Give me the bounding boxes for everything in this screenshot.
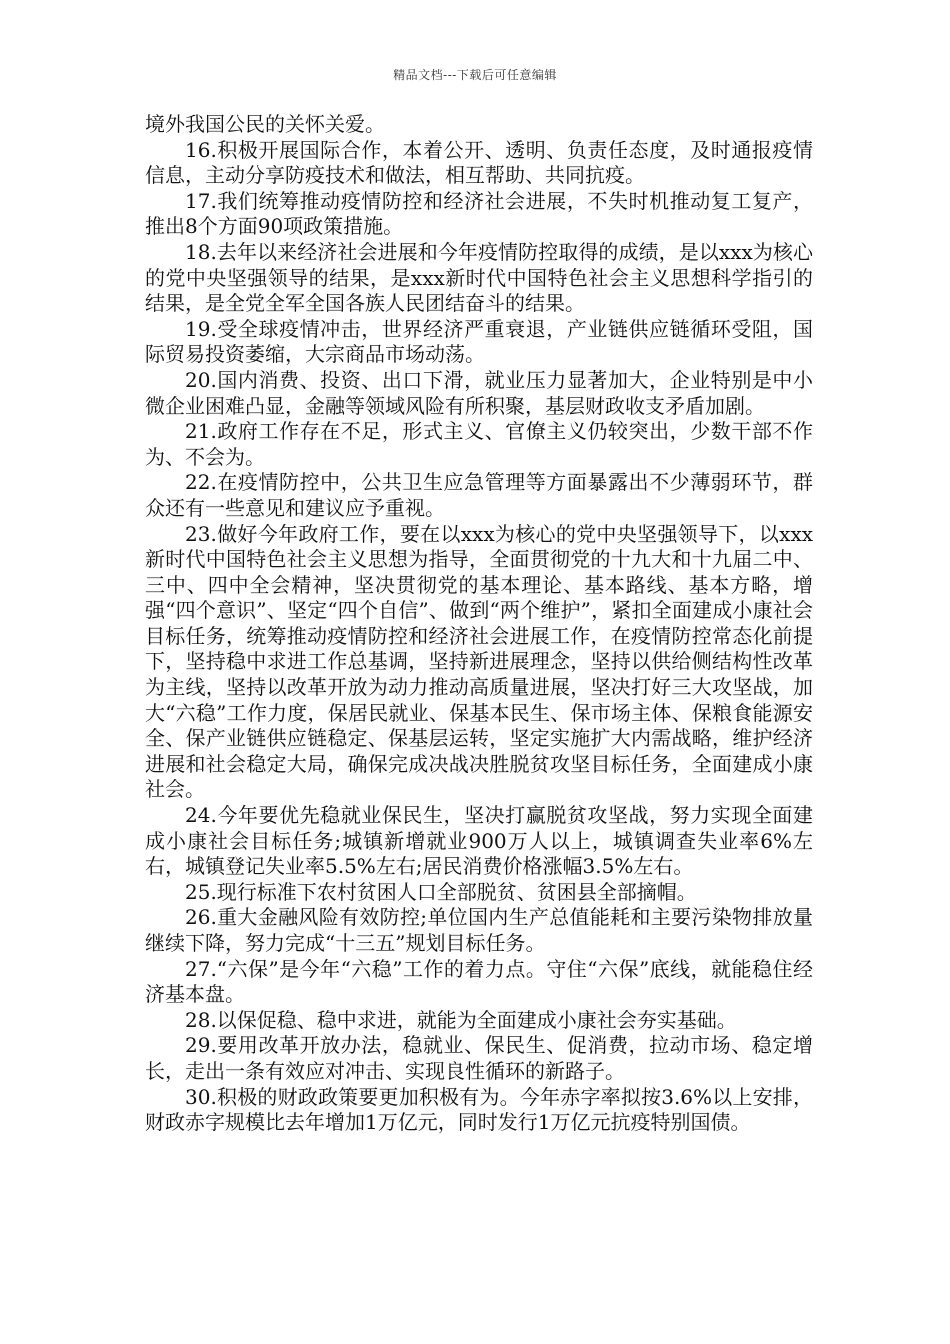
document-body — [145, 112, 813, 1136]
paragraph: 29.要用改革开放办法，稳就业、保民生、促消费，拉动市场、稳定增长，走出一条有效应对冲击、实现良性循环的新路子。 — [145, 1033, 813, 1083]
paragraph: 22.在疫情防控中，公共卫生应急管理等方面暴露出不少薄弱环节，群众还有一些意见和建议应予重视。 — [145, 470, 813, 520]
paragraph: 境外我国公民的关怀关爱。 — [145, 112, 385, 136]
paragraph: 18.去年以来经济社会进展和今年疫情防控取得的成绩，是以xxx为核心的党中央坚强领导的结果，是xxx新时代中国特色社会主义思想科学指引的结果，是全党全军全国各族人民团结奋斗的结果。 — [145, 239, 813, 316]
paragraph: 17.我们统筹推动疫情防控和经济社会进展，不失时机推动复工复产，推出8个方面90项政策措施。 — [145, 188, 813, 239]
paragraph: 21.政府工作存在不足，形式主义、官僚主义仍较突出，少数干部不作为、不会为。 — [145, 419, 813, 469]
paragraph: 20.国内消费、投资、出口下滑，就业压力显著加大，企业特别是中小微企业困难凸显，金融等领域风险有所积聚，基层财政收支矛盾加剧。 — [145, 367, 813, 418]
paragraph: 19.受全球疫情冲击，世界经济严重衰退，产业链供应链循环受阻，国际贸易投资萎缩，大宗商品市场动荡。 — [145, 316, 813, 367]
paragraph: 27.“六保”是今年“六稳”工作的着力点。守住“六保”底线，就能稳住经济基本盘。 — [145, 956, 813, 1007]
paragraph: 25.现行标准下农村贫困人口全部脱贫、贫困县全部摘帽。 — [185, 879, 697, 904]
paragraph: 30.积极的财政政策要更加积极有为。今年赤字率拟按3.6%以上安排，财政赤字规模比去年增加1万亿元，同时发行1万亿元抗疫特别国债。 — [145, 1084, 813, 1135]
paragraph: 28.以保促稳、稳中求进，就能为全面建成小康社会夯实基础。 — [185, 1007, 737, 1032]
page-header: 精品文档---下载后可任意编辑 — [393, 68, 557, 82]
paragraph: 24.今年要优先稳就业保民生，坚决打赢脱贫攻坚战，努力实现全面建成小康社会目标任务;城镇新增就业900万人以上，城镇调查失业率6%左右，城镇登记失业率5.5%左右;居民消费价格涨幅3.5%左右。 — [145, 803, 813, 879]
paragraph: 26.重大金融风险有效防控;单位国内生产总值能耗和主要污染物排放量继续下降，努力完成“十三五”规划目标任务。 — [145, 905, 813, 955]
paragraph: 23.做好今年政府工作，要在以xxx为核心的党中央坚强领导下，以xxx新时代中国特色社会主义思想为指导，全面贯彻党的十九大和十九届二中、三中、四中全会精神，坚决贯彻党的基本理论、基本路线、基本方略，增强“四个意识”、坚定“四个自信”、做到“两个维护”，紧扣全面建成小康社会目标任务，统筹推动疫情防控和经济社会进展工作，在疫情防控常态化前提下，坚持稳中求进工作总基调，坚持新进展理念，坚持以供给侧结构性改革为主线，坚持以改革开放为动力推动高质量进展，坚决打好三大攻坚战，加大“六稳”工作力度，保居民就业、保基本民生、保市场主体、保粮食能源安全、保产业链供应链稳定、保基层运转，坚定实施扩大内需战略，维护经济进展和社会稳定大局，确保完成决战决胜脱贫攻坚目标任务，全面建成小康社会。 — [145, 521, 813, 802]
paragraph: 16.积极开展国际合作，本着公开、透明、负责任态度，及时通报疫情信息，主动分享防疫技术和做法，相互帮助、共同抗疫。 — [145, 137, 813, 188]
